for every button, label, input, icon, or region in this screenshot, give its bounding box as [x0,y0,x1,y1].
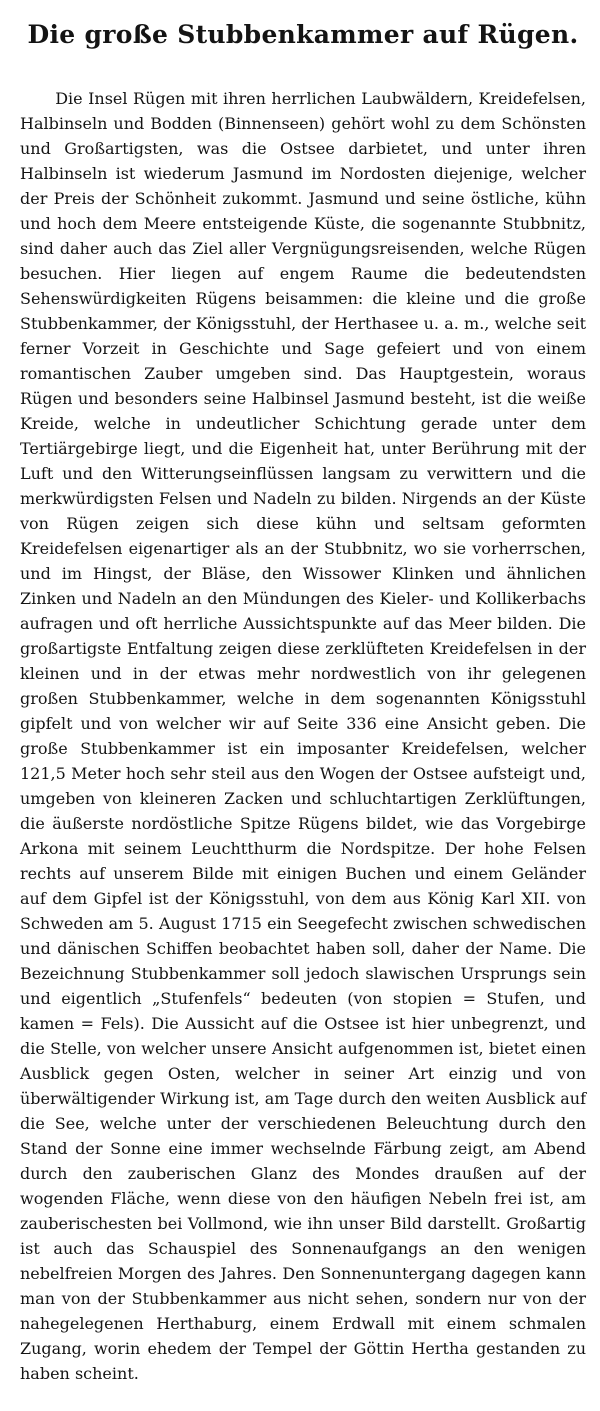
article-title: Die große Stubbenkammer auf Rügen. [27,20,579,49]
article-body: Die Insel Rügen mit ihren herrlichen Laubwäldern, Kreidefelsen, Halbinseln und Bodden (Binnenseen) gehört wohl zu dem Schönsten und Großartigsten, was die Ostsee darbietet, und unter ihren Halbinseln ist wiederum Jasmund im Nordosten diejenige, welcher der Preis der Schönheit zukommt. Jasmund und seine östliche, kühn und hoch dem Meere entsteigende Küste, die sogenannte Stubbnitz, sind daher auch das Ziel aller Vergnügungsreisenden, welche Rügen besuchen. Hier liegen auf engem Raume die bedeutendsten Sehenswürdigkeiten Rügens beisammen: die kleine und die große Stubbenkammer, der Königsstuhl, der Herthasee u. a. m., welche seit ferner Vorzeit in Geschichte und Sage gefeiert und von einem romantischen Zauber umgeben sind. Das Hauptgestein, woraus Rügen und besonders seine Halbinsel Jasmund besteht, ist die weiße Kreide, welche in undeutlicher Schichtung gerade unter dem Tertiärgebirge liegt, und die Eigenheit hat, unter Berührung mit der Luft und den Witterungseinflüssen langsam zu verwittern und die merkwürdigsten Felsen und Nadeln zu bilden. Nirgends an der Küste von Rügen zeigen sich diese kühn und seltsam geformten Kreidefelsen eigenartiger als an der Stubbnitz, wo sie vorherrschen, und im Hingst, der Bläse, den Wissower Klinken und ähnlichen Zinken und Nadeln an den Mündungen des Kieler- und Kollikerbachs aufragen und oft herrliche Aussichtspunkte auf das Meer bilden. Die großartigste Entfaltung zeigen diese zerklüfteten Kreidefelsen in der kleinen und in der etwas mehr nordwestlich von ihr gelegenen großen Stubbenkammer, welche in dem sogenannten Königsstuhl gipfelt und von welcher wir auf Seite 336 eine Ansicht geben. Die große Stubbenkammer ist ein imposanter Kreidefelsen, welcher 121,5 Meter hoch sehr steil aus den Wogen der Ostsee aufsteigt und, umgeben von kleineren Zacken und schluchtartigen Zerklüftungen, die äußerste nordöstliche Spitze Rügens bildet, wie das Vorgebirge Arkona mit seinem Leuchtthurm die Nordspitze. Der hohe Felsen rechts auf unserem Bilde mit einigen Buchen und einem Geländer auf dem Gipfel ist der Königsstuhl, von dem aus König Karl XII. von Schweden am 5. August 1715 ein Seegefecht zwischen schwedischen und dänischen Schiffen beobachtet haben soll, daher der Name. Die Bezeichnung Stubbenkammer soll jedoch slawischen Ursprungs sein und eigentlich „Stufenfels“ bedeuten (von stopien = Stufen, und kamen = Fels). Die Aussicht auf die Ostsee ist hier unbegrenzt, und die Stelle, von welcher unsere Ansicht aufgenommen ist, bietet einen Ausblick gegen Osten, welcher in seiner Art einzig und von überwältigender Wirkung ist, am Tage durch den weiten Ausblick auf die See, welche unter der verschiedenen Beleuchtung durch den Stand der Sonne eine immer wechselnde Färbung zeigt, am Abend durch den zauberischen Glanz des Mondes draußen auf der wogenden Fläche, wenn diese von den häufigen Nebeln frei ist, am zauberischesten bei Vollmond, wie ihn unser Bild darstellt. Großartig ist auch das Schauspiel des Sonnenaufgangs an den wenigen nebelfreien Morgen des Jahres. Den Sonnenuntergang dagegen kann man von der Stubbenkammer aus nicht sehen, sondern nur von der nahegelegenen Herthaburg, einem Erdwall mit einem schmalen Zugang, worin ehedem der Tempel der Göttin Hertha gestanden zu haben scheint. [20,89,586,1383]
